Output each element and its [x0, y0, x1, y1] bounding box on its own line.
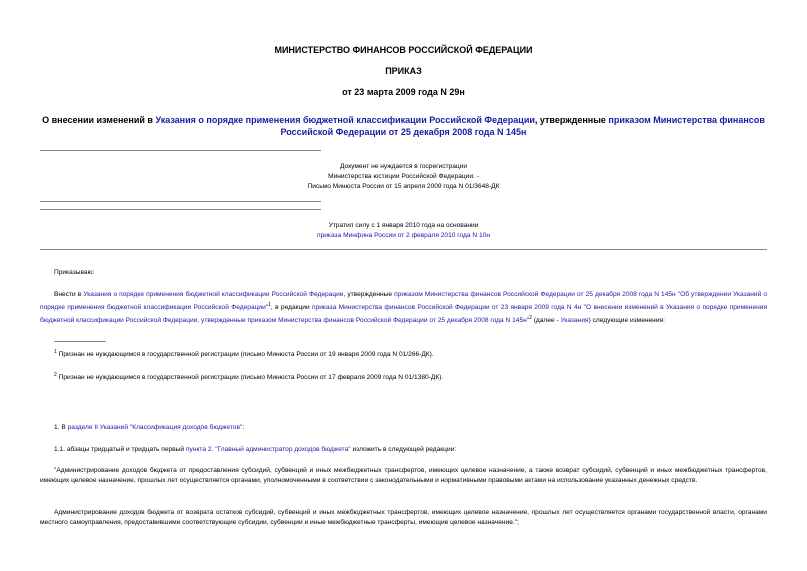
- footnote-ref-1[interactable]: 1: [268, 302, 271, 308]
- notice-line: Утратил силу с 1 января 2010 года на основании: [328, 222, 479, 229]
- item-text: изложить в следующей редакции:: [350, 446, 457, 453]
- intro-text: , в редакции: [270, 304, 312, 312]
- footnote-text: Признан не нуждающимся в государственной регистрации (письмо Минюста России от 17 февраля 2009 года N 01/1380-ДК).: [58, 374, 444, 382]
- footnote-mark: 2: [54, 372, 57, 378]
- divider: [40, 209, 321, 210]
- notice-line: Документ не нуждается в госрегистрации: [339, 163, 468, 170]
- notice-expired: [0, 221, 807, 241]
- footnote-2: [54, 370, 443, 383]
- link-order-10n[interactable]: приказа Минфина России от 2 февраля 2010 года N 10н: [317, 232, 490, 239]
- title-text-1: О внесении изменений в: [42, 115, 156, 125]
- footnote-text: Признан не нуждающимся в государственной регистрации (письмо Минюста России от 19 января 2009 года N 01/266-ДК).: [58, 351, 434, 359]
- intro-link-order-4n[interactable]: приказа Министерства финансов Российской Федерации от 23 января 2009 года N 4н "О внесении изменений в Указания о порядке применения бюджетной классификации Российской Федерации, утвержденные приказом Министерства финансов Российской Федерации от 25 декабря 2008 года N 145н": [40, 304, 768, 325]
- ministry-heading: МИНИСТЕРСТВО ФИНАНСОВ РОССИЙСКОЙ ФЕДЕРАЦИИ: [274, 45, 533, 55]
- intro-link-instructions-short[interactable]: Указания: [560, 317, 589, 325]
- item-text: 1. В: [54, 424, 68, 431]
- title-text-2: , утвержденные: [534, 115, 609, 125]
- title-link-order-145n[interactable]: приказом Министерства финансов Российской Федерации от 25 декабря 2008 года N 145н: [280, 115, 765, 137]
- link-paragraph-2[interactable]: пункта 2. "Главный администратор доходов бюджета": [185, 446, 351, 453]
- intro-link-instructions[interactable]: Указания о порядке применения бюджетной классификации Российской Федерации: [83, 291, 344, 298]
- footnote-divider: [54, 341, 106, 342]
- item-text: :: [242, 424, 245, 431]
- item-1: [54, 423, 244, 433]
- item-text: 1.1. абзацы тридцатый и тридцать первый: [54, 446, 186, 453]
- order-heading: ПРИКАЗ: [385, 66, 422, 76]
- divider: [40, 150, 321, 151]
- item-1-1: [54, 445, 456, 455]
- intro-link-order-145n[interactable]: приказом Министерства финансов Российской Федерации от 25 декабря 2008 года N 145н "Об утверждении Указаний о порядке применения бюджетной классификации Российской Федерации": [40, 291, 768, 312]
- orders-label: Приказываю:: [54, 269, 95, 276]
- title-link-instructions[interactable]: Указания о порядке применения бюджетной классификации Российской Федерации: [155, 115, 535, 125]
- intro-paragraph: [40, 290, 767, 326]
- divider: [40, 201, 321, 202]
- footnote-ref-2[interactable]: 2: [529, 315, 532, 322]
- order-date: от 23 марта 2009 года N 29н: [342, 87, 465, 97]
- notice-line: Письмо Минюста России от 15 апреля 2009 года N 01/3648-ДК: [307, 183, 500, 190]
- quote-paragraph-1: "Администрирование доходов бюджета от предоставления субсидий, субвенций и иных межбюджетных трансфертов, имеющих целевое назначение, а также возврат субсидий, субвенций и иных межбюджетных трансфертов, имеющих целевое назначение, прошлых лет осуществляется органами, уполномоченными в соответствии с законодательными и нормативными правовыми актами на использование указанных денежных средств.: [40, 467, 767, 484]
- link-section-ii[interactable]: разделе II Указаний "Классификация доходов бюджетов": [67, 424, 243, 431]
- quote-paragraph-2: Администрирование доходов бюджета от возврата остатков субсидий, субвенций и иных межбюджетных трансфертов, имеющих целевое назначение, прошлых лет осуществляется органами государственной власти, органами местного самоуправления, предоставившими соответствующие субсидии, субвенции и иные межбюджетные трансферты, имеющие целевое назначение.";: [40, 509, 767, 526]
- divider: [40, 249, 767, 250]
- footnote-1: [54, 347, 434, 360]
- intro-text: ) следующие изменения:: [588, 317, 665, 325]
- document-title: [40, 114, 767, 138]
- intro-text: (далее -: [531, 317, 561, 325]
- footnote-mark: 1: [54, 349, 57, 355]
- intro-text: Внести в: [54, 291, 84, 298]
- notice-line: Министерства юстиции Российской Федерации. -: [328, 173, 479, 180]
- notice-registration: [0, 162, 807, 192]
- intro-text: , утвержденные: [343, 291, 395, 298]
